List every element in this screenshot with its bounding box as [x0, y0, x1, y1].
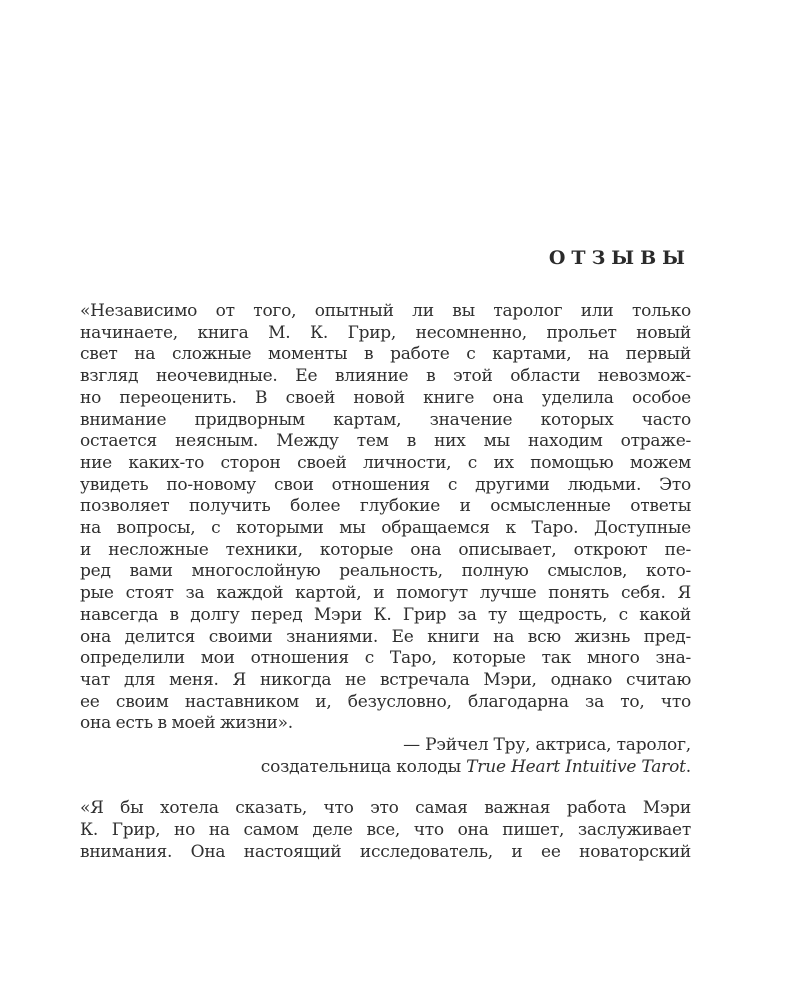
attribution-role-suffix: . [685, 756, 691, 777]
review-1-line: взгляд неочевидные. Ее влияние в этой области невозмож- [80, 366, 691, 387]
review-2-text [80, 798, 691, 863]
tarot-deck-title: True Heart Intuitive Tarot [466, 756, 686, 777]
review-1-line: и несложные техники, которые она описывает, откроют пе- [80, 539, 691, 560]
review-2-line: внимания. Она настоящий исследователь, и ее новаторский [80, 841, 691, 862]
review-1-line: чат для меня. Я никогда не встречала Мэри, однако считаю [80, 669, 691, 690]
review-1-line: остается неясным. Между тем в них мы находим отраже- [80, 431, 691, 452]
review-1-line: определили мои отношения с Таро, которые так много зна- [80, 648, 691, 669]
attribution-role-prefix: создательница колоды [260, 756, 467, 777]
review-1-line: «Независимо от того, опытный ли вы таролог или только [80, 301, 691, 321]
review-1-line: она делится своими знаниями. Ее книги на всю жизнь пред- [80, 626, 691, 647]
page-content [80, 245, 691, 864]
section-title: ОТЗЫВЫ [548, 247, 691, 269]
review-1-line: ее своим наставником и, безусловно, благодарна за то, что [80, 691, 691, 712]
review-1-line: но переоценить. В своей новой книге она уделила особое [80, 387, 691, 408]
review-1-line: навсегда в долгу перед Мэри К. Грир за ту щедрость, с какой [80, 604, 691, 625]
review-2-line: К. Грир, но на самом деле все, что она пишет, заслуживает [80, 820, 691, 841]
review-1-line: позволяет получить более глубокие и осмысленные ответы [80, 496, 691, 517]
review-1-line: ред вами многослойную реальность, полную смыслов, кото- [80, 561, 691, 582]
review-1-text [80, 301, 691, 735]
review-1-line: увидеть по-новому свои отношения с другими людьми. Это [80, 474, 691, 495]
review-1-line: ние каких-то сторон своей личности, с их помощью можем [80, 452, 691, 473]
review-1-line: начинаете, книга М. К. Грир, несомненно, прольет новый [80, 322, 691, 343]
attribution-role [80, 757, 691, 779]
review-1-line: она есть в моей жизни». [80, 713, 293, 734]
review-1-attribution [80, 735, 691, 778]
review-2-line: «Я бы хотела сказать, что это самая важная работа Мэри [80, 798, 691, 819]
review-1-line: на вопросы, с которыми мы обращаемся к Таро. Доступные [80, 518, 691, 539]
review-1-line: рые стоят за каждой картой, и помогут лучше понять себя. Я [80, 583, 691, 604]
review-1-line: свет на сложные моменты в работе с картами, на первый [80, 344, 691, 365]
review-1-line: внимание придворным картам, значение которых часто [80, 409, 691, 430]
attribution-author: — Рэйчел Тру, актриса, таролог, [403, 735, 691, 756]
